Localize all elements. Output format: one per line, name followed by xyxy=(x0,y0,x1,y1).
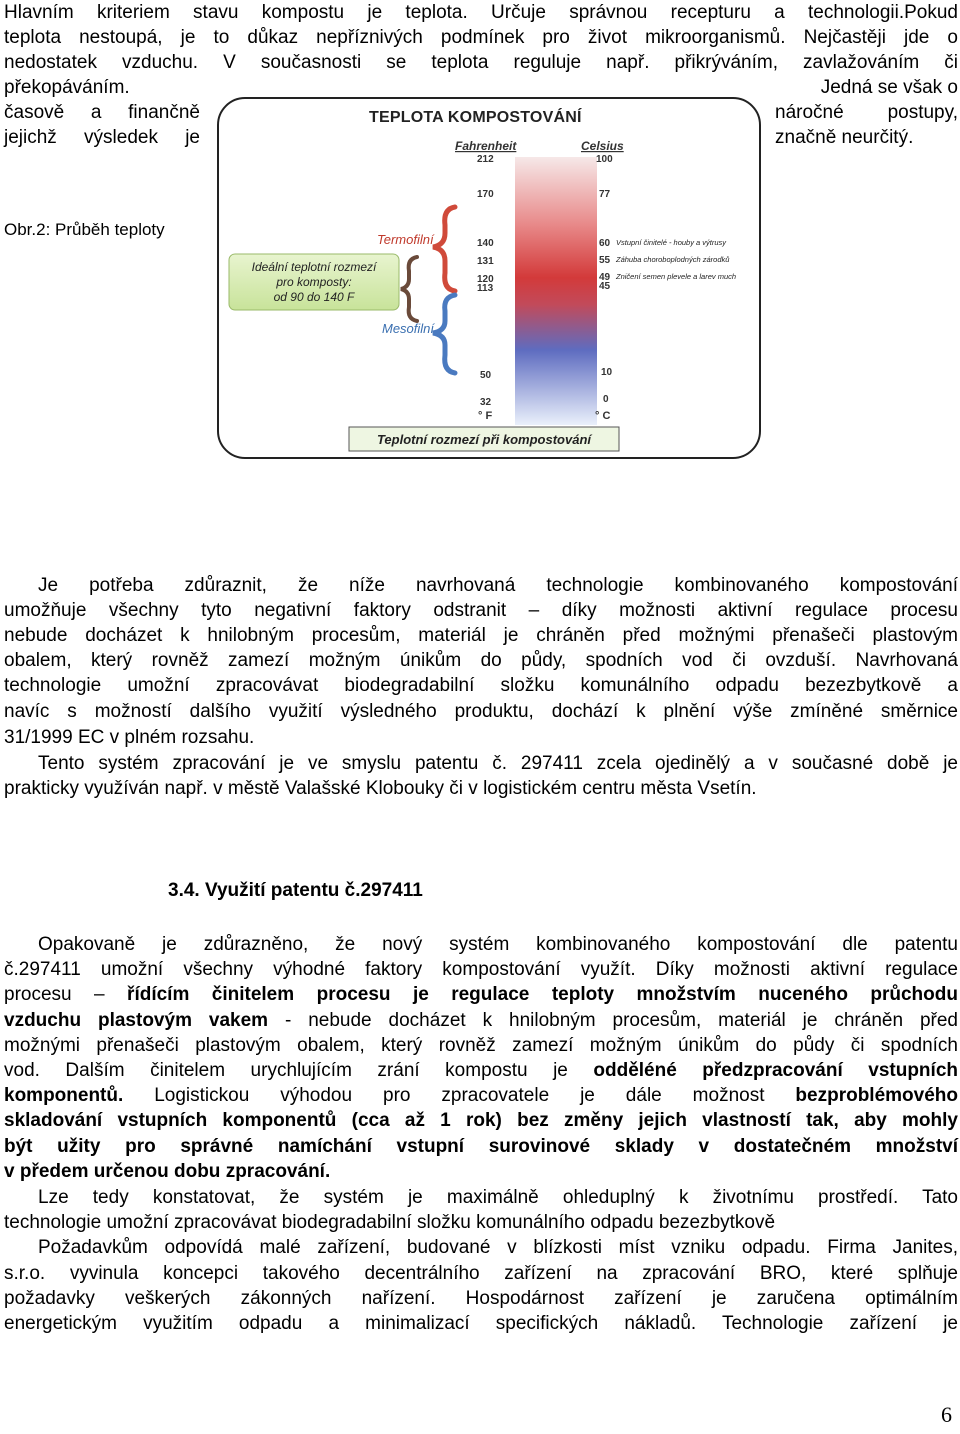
text-line: Lze tedy konstatovat, že systém je maximálně ohleduplný k životnímu prostředí. Tato xyxy=(38,1187,958,1208)
text-line: Je potřeba zdůraznit, že níže navrhovaná technologie kombinovaného kompostování xyxy=(38,575,958,596)
mesofilni-brace xyxy=(433,295,455,373)
text-line: překopáváním. xyxy=(4,77,130,98)
text-line: v předem určenou dobu zpracování. xyxy=(4,1161,331,1182)
text-line: Jedná se však o xyxy=(820,77,958,98)
text-line: vod. Dalším činitelem urychlujícím zrání kompostu je odděléné předzpracování vstupních xyxy=(4,1060,958,1081)
text-line: technologie umožní zpracovávat biodegradabilní složku komunálního odpadu bezezbytkově a xyxy=(4,675,958,696)
f-tick: 140 xyxy=(477,238,494,249)
text-line: obalem, který rovněž zamezí možným únikům do půdy, spodních vod či ovzduší. Navrhovaná xyxy=(4,650,958,671)
text-line: teplota nestoupá, je to důkaz nepříznivých podmínek pro život mikroorganismů. Nejčastěji jde o xyxy=(4,27,958,48)
f-tick: 113 xyxy=(477,283,494,294)
text-line: požadavky veškerých zákonných nařízení. Hospodárnost zařízení je zaručena optimálním xyxy=(4,1288,958,1309)
text-line: komponentů. Logistickou výhodou pro zpracovatele je dále možnost bezproblémového xyxy=(4,1085,958,1106)
text-line: s.r.o. vyvinula koncepci takového decentrálního zařízení na zpracování BRO, které splňuje xyxy=(4,1263,958,1284)
celsius-label: Celsius xyxy=(581,139,624,153)
c-tick: 77 xyxy=(599,189,611,200)
f-unit: ° F xyxy=(478,410,493,422)
c-tick: 55 xyxy=(599,255,611,266)
ideal-range-line1: Ideální teplotní rozmezí xyxy=(251,260,377,274)
text-line: nedostatek vzduchu. V současnosti se teplota reguluje např. přikrýváním, zavlažováním či xyxy=(4,52,958,73)
thermometer-bar xyxy=(515,157,597,425)
text-line: Hlavním kriteriem stavu kompostu je teplota. Určuje správnou recepturu a technologii.Pokud xyxy=(4,2,958,23)
text-line: náročné postupy, xyxy=(775,102,958,123)
bottom-label: Teplotní rozmezí při kompostování xyxy=(376,432,592,447)
text-line: vzduchu plastovým vakem - nebude docházet k hnilobným procesům, materiál je chráněn před xyxy=(4,1010,958,1031)
termofilni-brace xyxy=(433,207,455,291)
termofilni-label: Termofilní xyxy=(377,232,434,247)
note-weeds: Zničení semen plevele a larev much xyxy=(616,272,737,281)
ideal-range-line3: od 90 do 140 F xyxy=(273,290,355,304)
text-line: být užity pro správné namíchání vstupní surovinové sklady v dostatečném množství xyxy=(4,1136,958,1157)
text-line: Tento systém zpracování je ve smyslu patentu č. 297411 zcela ojedinělý a v současné době je xyxy=(38,753,958,774)
temperature-figure xyxy=(217,97,761,459)
c-tick: 10 xyxy=(601,367,613,378)
c-tick: 0 xyxy=(603,394,609,405)
f-tick: 120 xyxy=(477,274,494,285)
text-line: procesu – řídícím činitelem procesu je regulace teploty množstvím nuceného průchodu xyxy=(4,984,958,1005)
text-line: navíc s možností dalšího využití výsledného produktu, dochází k plnění výše zmíněné směrnice xyxy=(4,701,958,722)
text-line: jejichž výsledek je xyxy=(4,127,200,148)
figure-title: TEPLOTA KOMPOSTOVÁNÍ xyxy=(369,109,582,126)
text-line: značně neurčitý. xyxy=(775,127,914,148)
c-tick: 49 xyxy=(599,272,611,283)
c-tick: 100 xyxy=(596,154,613,165)
text-line: časově a finančně xyxy=(4,102,200,123)
fahrenheit-label: Fahrenheit xyxy=(455,139,517,153)
c-tick: 45 xyxy=(599,281,611,292)
text-line: skladování vstupních komponentů (cca až 1 rok) bez změny jejich vlastností tak, aby mohly xyxy=(4,1110,958,1131)
page-number: 6 xyxy=(941,1402,952,1427)
note-spores: Vstupní činitelé - houby a výtrusy xyxy=(616,238,727,247)
text-line: Opakovaně je zdůrazněno, že nový systém kombinovaného kompostování dle patentu xyxy=(38,934,958,955)
note-pathogens: Záhuba choroboplodných zárodků xyxy=(616,255,730,264)
f-tick: 170 xyxy=(477,189,494,200)
text-line: technologie umožní zpracovávat biodegradabilní složku komunálního odpadu bezezbytkově xyxy=(4,1212,776,1233)
section-heading: 3.4. Využití patentu č.297411 xyxy=(168,880,423,901)
ideal-range-line2: pro komposty: xyxy=(276,275,352,289)
thermometer-graphic xyxy=(219,99,759,457)
c-unit: ° C xyxy=(595,410,611,422)
figure-caption: Obr.2: Průběh teploty xyxy=(4,220,165,239)
f-tick: 131 xyxy=(477,256,494,267)
text-line: 31/1999 EC v plném rozsahu. xyxy=(4,727,255,748)
text-line: č.297411 umožní všechny výhodné faktory kompostování využít. Díky možnosti aktivní regulace xyxy=(4,959,958,980)
text-line: umožňuje všechny tyto negativní faktory odstranit – díky možnosti aktivní regulace procesu xyxy=(4,600,958,621)
f-tick: 212 xyxy=(477,154,494,165)
f-tick: 32 xyxy=(480,397,492,408)
f-tick: 50 xyxy=(480,370,492,381)
mesofilni-label: Mesofilní xyxy=(382,321,435,336)
text-line: Požadavkům odpovídá malé zařízení, budované v blízkosti míst vzniku odpadu. Firma Janites, xyxy=(38,1237,958,1258)
text-line: nebude docházet k hnilobným procesům, materiál je chráněn před možnými přenašeči plastovým xyxy=(4,625,958,646)
text-line: energetickým využitím odpadu a minimalizací specifických nákladů. Technologie zařízení je xyxy=(4,1313,958,1334)
text-line: možnými přenašeči plastovým obalem, který rovněž zamezí možným únikům do půdy či spodních xyxy=(4,1035,958,1056)
c-tick: 60 xyxy=(599,238,611,249)
ideal-brace xyxy=(401,257,417,321)
text-line: prakticky využíván např. v městě Valašské Klobouky či v logistickém centru města Vsetín. xyxy=(4,778,757,799)
